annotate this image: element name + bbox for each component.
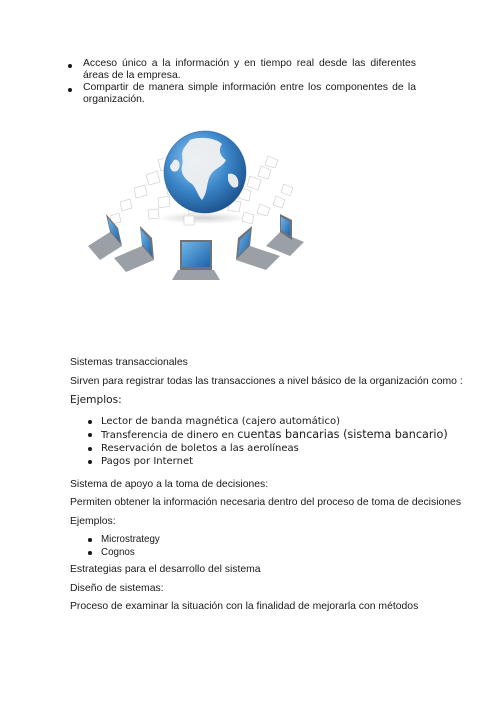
laptop-icon <box>172 240 220 280</box>
top-bullet-list <box>83 58 416 106</box>
section-title-estrategias: Estrategias para el desarrollo del sistema <box>70 564 261 575</box>
section-desc-transaccionales: Sirven para registrar todas las transacciones a nivel básico de la organización como : <box>70 376 463 387</box>
list-item: Acceso único a la información y en tiempo real desde las diferentes áreas de la empresa. <box>83 58 416 81</box>
ejemplos-label: Ejemplos: <box>70 394 122 406</box>
laptop-icon <box>266 214 304 256</box>
apoyo-ejemplos-label: Ejemplos: <box>70 516 116 527</box>
list-item: Pagos por Internet <box>101 455 448 468</box>
apoyo-examples-list <box>101 533 160 559</box>
list-item: Cognos <box>101 546 160 559</box>
section-title-transaccionales: Sistemas transaccionales <box>70 357 188 368</box>
list-item: Microstrategy <box>101 534 160 545</box>
list-item <box>101 428 448 442</box>
list-item: Compartir de manera simple información entre los componentes de la organización. <box>83 82 416 105</box>
transaccionales-examples-list <box>101 415 448 468</box>
list-item: Reservación de boletos a las aerolíneas <box>101 442 448 455</box>
globe-network-laptops-icon <box>70 130 324 312</box>
section-desc-apoyo: Permiten obtener la información necesaria dentro del proceso de toma de decisiones <box>70 497 462 508</box>
section-title-diseno: Diseño de sistemas: <box>70 583 164 594</box>
laptop-icon <box>114 226 154 272</box>
section-desc-diseno: Proceso de examinar la situación con la finalidad de mejorarla con métodos <box>70 601 419 612</box>
network-illustration <box>70 130 324 312</box>
list-item: Lector de banda magnética (cajero automático) <box>101 415 448 428</box>
list-item-text-highlight: cuentas bancarias (sistema bancario) <box>237 428 448 441</box>
section-title-apoyo: Sistema de apoyo a la toma de decisiones: <box>70 479 269 490</box>
list-item-text: Transferencia de dinero en <box>101 430 238 441</box>
